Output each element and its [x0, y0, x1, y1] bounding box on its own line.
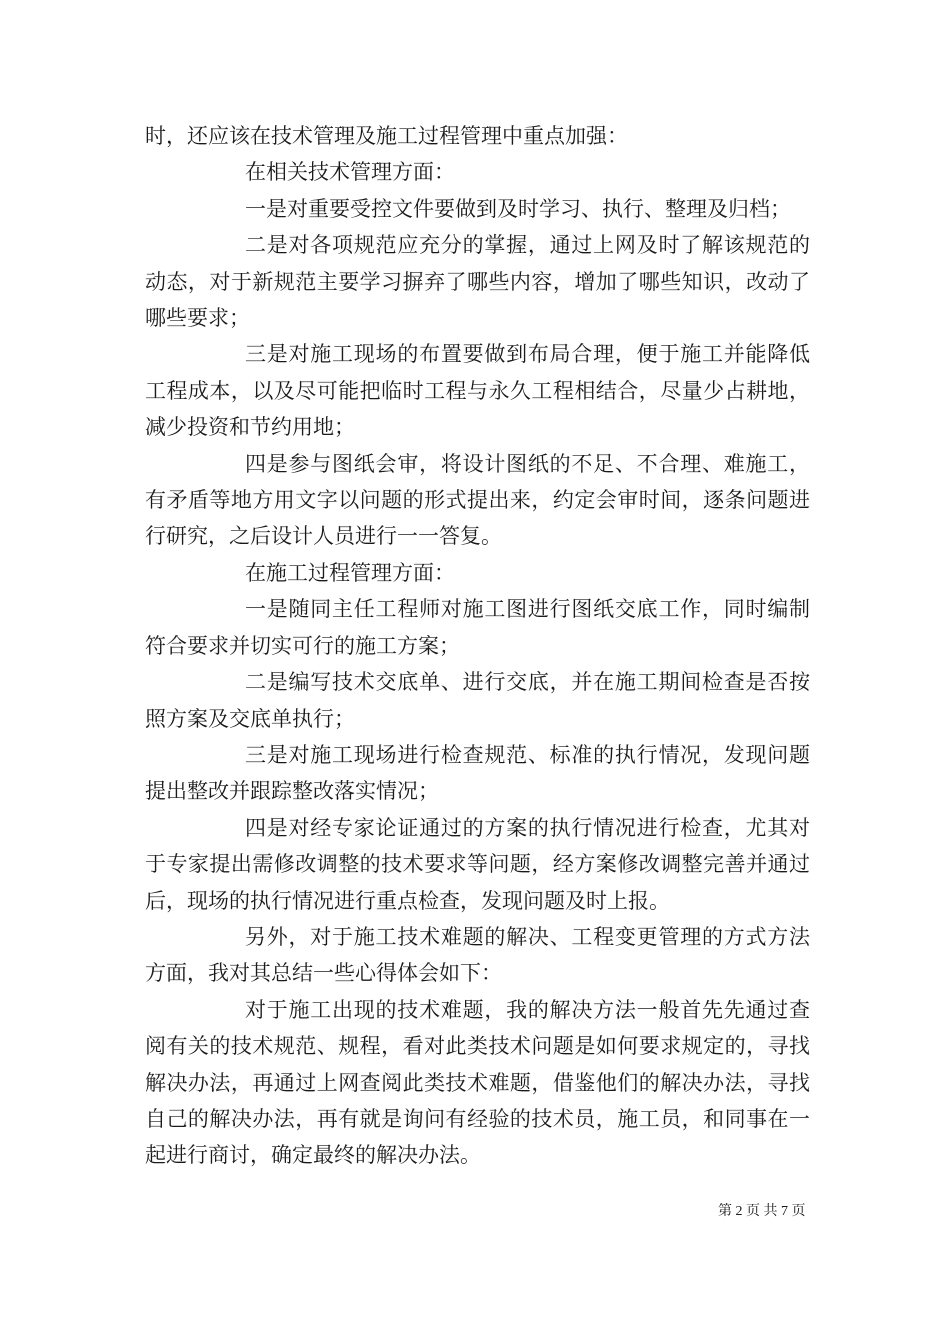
- paragraph: 二是对各项规范应充分的掌握，通过上网及时了解该规范的动态，对于新规范主要学习摒弃了哪些内容，增加了哪些知识，改动了哪些要求；: [145, 233, 810, 331]
- paragraph: 对于施工出现的技术难题，我的解决方法一般首先先通过查阅有关的技术规范、规程，看对此类技术问题是如何要求规定的，寻找解决办法，再通过上网查阅此类技术难题，借鉴他们的解决办法，寻找自己的解决办法，再有就是询问有经验的技术员，施工员，和同事在一起进行商讨，确定最终的解决办法。: [145, 997, 810, 1168]
- page-number-footer: 第 2 页 共 7 页: [718, 1204, 806, 1219]
- paragraph: 在相关技术管理方面：: [245, 160, 455, 185]
- paragraph: 一是对重要受控文件要做到及时学习、执行、整理及归档；: [245, 196, 791, 221]
- paragraph: 在施工过程管理方面：: [245, 560, 455, 585]
- paragraph: 三是对施工现场的布置要做到布局合理，便于施工并能降低工程成本，以及尽可能把临时工程与永久工程相结合，尽量少占耕地，减少投资和节约用地；: [145, 342, 810, 440]
- document-body: [145, 118, 810, 1174]
- paragraph: 二是编写技术交底单、进行交底，并在施工期间检查是否按照方案及交底单执行；: [145, 670, 810, 731]
- paragraph: 三是对施工现场进行检查规范、标准的执行情况，发现问题提出整改并跟踪整改落实情况；: [145, 742, 810, 804]
- paragraph: 另外，对于施工技术难题的解决、工程变更管理的方式方法方面，我对其总结一些心得体会如下：: [145, 924, 810, 986]
- paragraph: 四是参与图纸会审，将设计图纸的不足、不合理、难施工，有矛盾等地方用文字以问题的形式提出来，约定会审时间，逐条问题进行研究，之后设计人员进行一一答复。: [145, 451, 810, 549]
- paragraph: 一是随同主任工程师对施工图进行图纸交底工作，同时编制符合要求并切实可行的施工方案；: [145, 597, 810, 658]
- paragraph: 时，还应该在技术管理及施工过程管理中重点加强：: [145, 124, 628, 148]
- paragraph: 四是对经专家论证通过的方案的执行情况进行检查，尤其对于专家提出需修改调整的技术要求等问题，经方案修改调整完善并通过后，现场的执行情况进行重点检查，发现问题及时上报。: [145, 815, 810, 913]
